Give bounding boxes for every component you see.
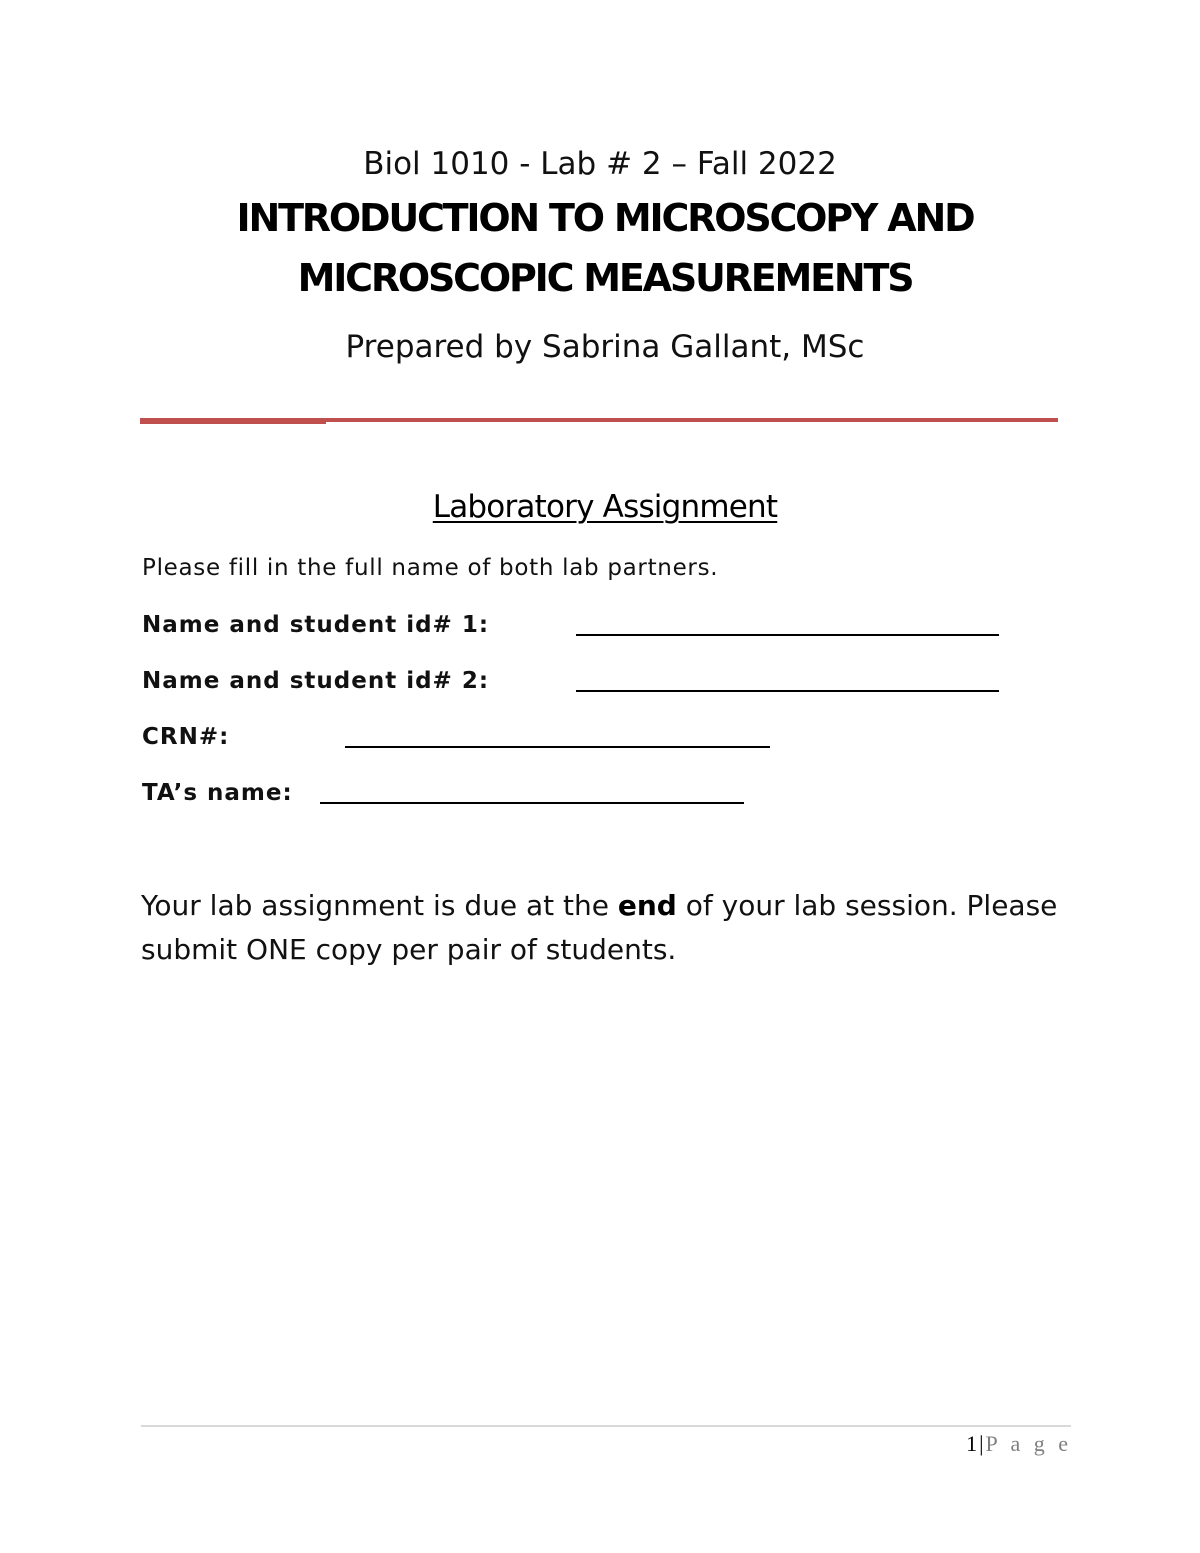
section-heading: Laboratory Assignment — [432, 489, 778, 525]
title-line-2: MICROSCOPIC MEASUREMENTS — [297, 256, 913, 300]
partner1-label: Name and student id# 1: — [142, 612, 490, 638]
partner1-blank[interactable] — [576, 634, 999, 636]
prepared-by: Prepared by Sabrina Gallant, MSc — [345, 329, 865, 365]
partner2-label: Name and student id# 2: — [142, 668, 490, 694]
page-number: 1 — [966, 1431, 978, 1456]
page-title — [0, 188, 1200, 308]
crn-blank[interactable] — [345, 746, 770, 748]
due-note — [141, 884, 1081, 972]
ta-name-blank[interactable] — [320, 802, 744, 804]
crn-label: CRN#: — [142, 724, 230, 750]
title-line-1: INTRODUCTION TO MICROSCOPY AND — [236, 196, 974, 240]
due-note-before: Your lab assignment is due at the — [141, 889, 618, 922]
page-footer — [966, 1428, 1072, 1460]
ta-name-label: TA’s name: — [142, 780, 293, 806]
partner2-blank[interactable] — [576, 690, 999, 692]
page-word: P a g e — [985, 1431, 1072, 1456]
header-divider-accent — [140, 421, 326, 424]
course-line: Biol 1010 - Lab # 2 – Fall 2022 — [363, 146, 837, 182]
footer-divider — [141, 1425, 1071, 1427]
instruction-text: Please fill in the full name of both lab partners. — [142, 555, 719, 581]
due-note-emphasis: end — [617, 889, 677, 922]
due-note-after: of your lab session. Please submit ONE copy per pair of students. — [141, 889, 1058, 966]
page-separator: | — [979, 1431, 984, 1456]
